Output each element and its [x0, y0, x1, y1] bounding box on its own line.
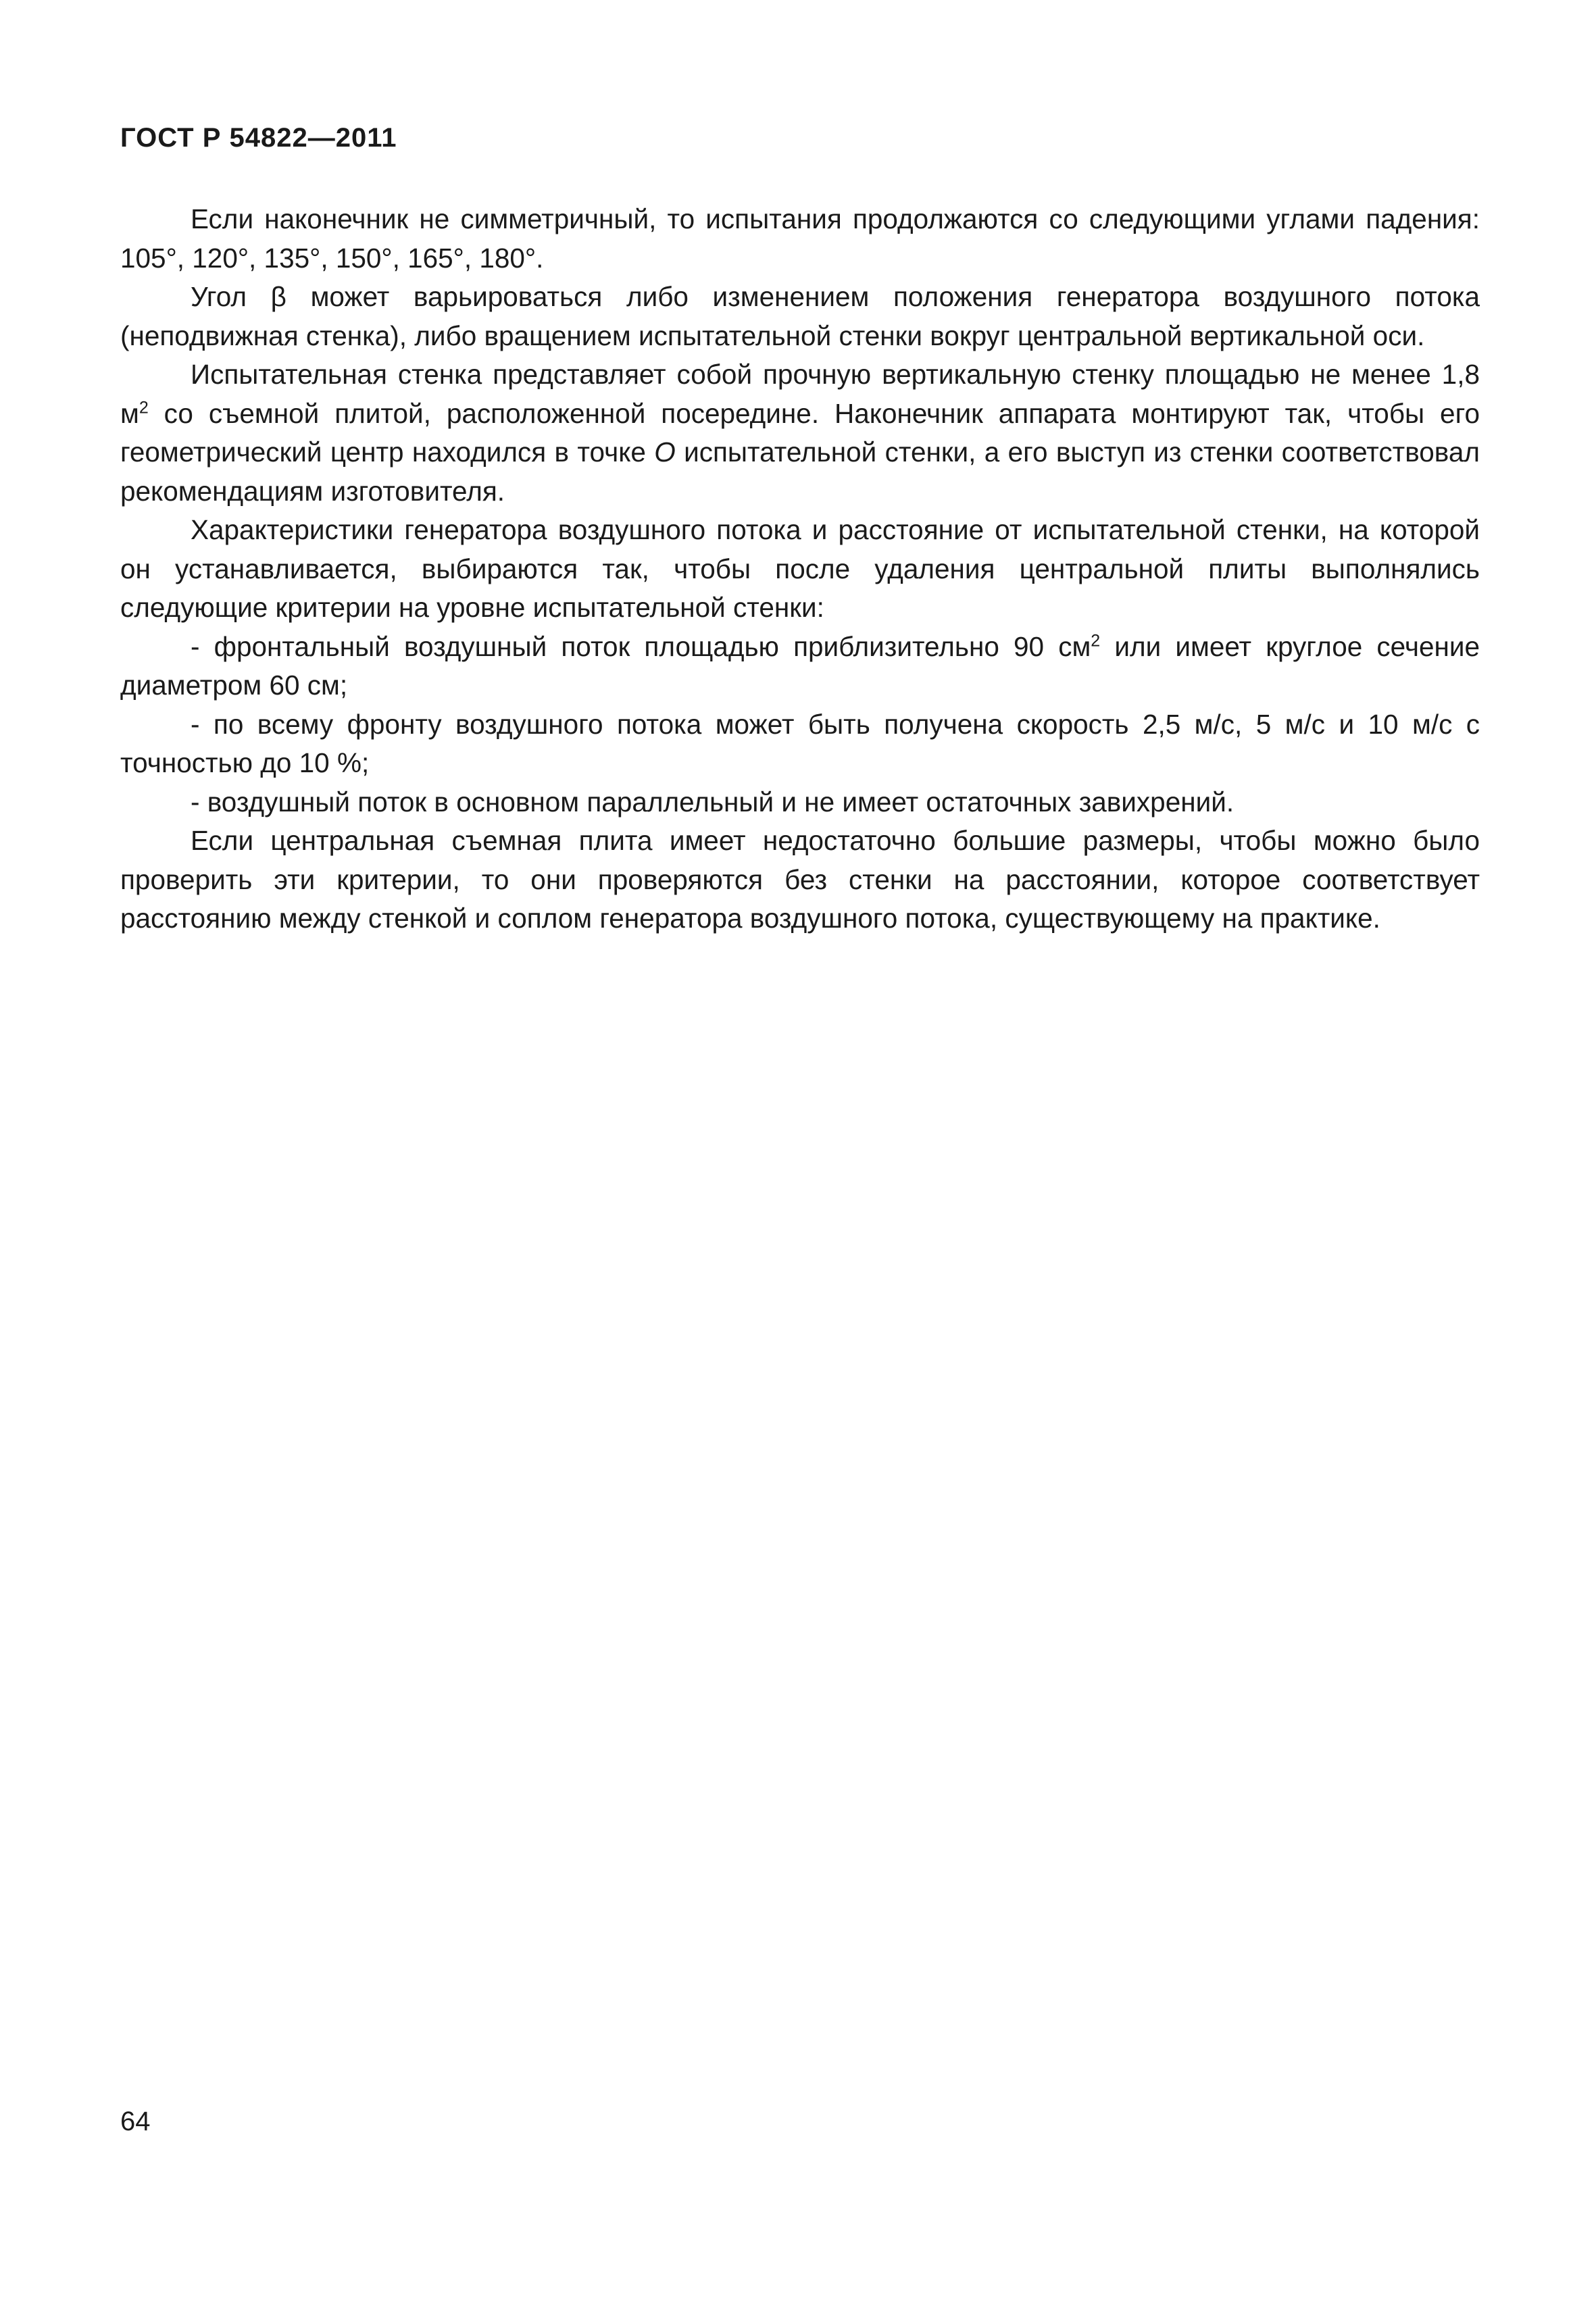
point-o-label: О	[654, 436, 676, 468]
page-header-standard-id: ГОСТ Р 54822—2011	[120, 123, 397, 153]
frontal-flow-text-end: или имеет круглое сечение диаметром 60 см;	[120, 630, 1480, 701]
list-item-parallel-flow: - воздушный поток в основном параллельный и не имеет остаточных завихрений.	[191, 786, 1235, 818]
paragraph-angle-beta: Угол β может варьироваться либо изменением положения генератора воздушного потока (неподвижная стенка), либо вращением испытательной стенки вокруг центральной вертикальной оси.	[120, 281, 1480, 351]
test-wall-text-middle: со съемной плитой, расположенной посередине. Наконечник аппарата монтируют так, чтобы его геометрический центр находился в точке	[120, 397, 1480, 468]
paragraph-test-wall	[120, 355, 1480, 511]
superscript-square-m: 2	[139, 398, 149, 417]
frontal-flow-text-start: - фронтальный воздушный поток площадью приблизительно 90 см	[191, 630, 1091, 662]
paragraph-generator-characteristics: Характеристики генератора воздушного потока и расстояние от испытательной стенки, на которой он устанавливается, выбираются так, чтобы после удаления центральной плиты выполнялись следующие критерии на уровне испытательной стенки:	[120, 514, 1480, 623]
document-body	[120, 200, 1480, 938]
paragraph-plate-size: Если центральная съемная плита имеет недостаточно большие размеры, чтобы можно было проверить эти критерии, то они проверяются без стенки на расстоянии, которое соответствует расстоянию между стенкой и соплом генератора воздушного потока, существующему на практике.	[120, 825, 1480, 934]
paragraph-asymmetric-nozzle: Если наконечник не симметричный, то испытания продолжаются со следующими углами падения: 105°, 120°, 135°, 150°, 165°, 180°.	[120, 203, 1480, 274]
test-wall-text-start: Испытательная стенка представляет собой прочную вертикальную стенку площадью не менее 1,8 м	[120, 359, 1480, 429]
page-number: 64	[120, 2107, 151, 2136]
superscript-square-cm: 2	[1091, 631, 1101, 650]
list-item-frontal-flow	[120, 628, 1480, 705]
test-wall-text-end: испытательной стенки, а его выступ из стенки соответствовал рекомендациям изготовителя.	[120, 436, 1480, 507]
list-item-flow-speed: - по всему фронту воздушного потока может быть получена скорость 2,5 м/с, 5 м/с и 10 м/с с точностью до 10 %;	[120, 708, 1480, 778]
